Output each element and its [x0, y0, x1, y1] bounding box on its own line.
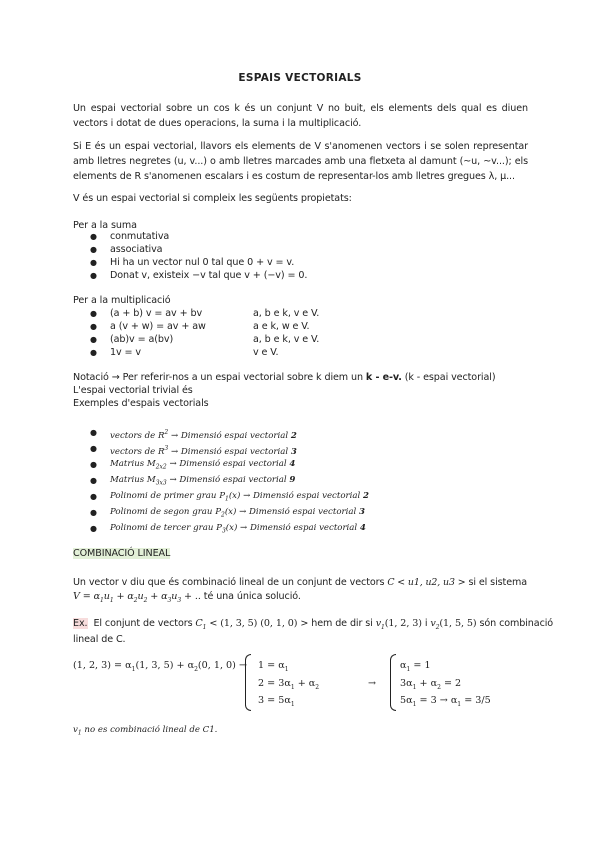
sys-right-end: = 3/5 [464, 695, 491, 706]
comb-text-3: té una única solució. [203, 591, 301, 602]
sys-right-row: $3\alpha_1 + \alpha_2 = 2$ [400, 678, 462, 691]
example-dimension-value: 3 [358, 507, 365, 517]
sys-left-row: $3 = 5\alpha_1$ [258, 695, 295, 708]
bullet-icon: ● [90, 309, 97, 318]
bullet-icon: ● [90, 476, 97, 485]
example-label: Ex. [73, 618, 88, 629]
mult-rule: a (v + w) = av + aw [110, 321, 206, 332]
example-label: Polinomi de primer grau P [110, 491, 225, 501]
intro-paragraph: Un espai vectorial sobre un cos k és un conjunt V no buit, els elements dels qual es diuen vectors i dotat de dues operacions, la suma i la multiplicació. [73, 103, 528, 129]
mult-cond: a, b e k, v e V. [253, 334, 320, 345]
example-dimension: → Dimensió espai vectorial [166, 459, 290, 469]
notation-text: Notació → Per referir-nos a un espai vectorial sobre k diem un [73, 372, 363, 383]
example-text-3: són combinació [479, 618, 554, 629]
example-dimension: → Dimensió espai vectorial [168, 430, 291, 441]
sys-right-text: α [400, 660, 407, 671]
mult-rule: (ab)v = a(bv) [110, 334, 174, 345]
v2-symbol: $v_2$ [430, 618, 440, 631]
example-label: Polinomi de segon grau P [110, 507, 221, 517]
example-dimension-value: 2 [290, 430, 297, 441]
bullet-icon: ● [90, 524, 97, 533]
notation-bold: k - e-v. [365, 372, 402, 383]
example-sub: 3 [221, 527, 226, 535]
eq-lhs: (1, 2, 3) = α [73, 660, 132, 671]
sys-left-text: 3 = 5α [258, 695, 291, 706]
trivial-line: L'espai vectorial trivial és [73, 385, 193, 396]
list-item: Donat v, existeix −v tal que v + (−v) = 0. [110, 270, 308, 281]
comb-text: Un vector v diu que és combinació lineal de un conjunt de vectors [73, 577, 385, 588]
example-label: Matrius M [110, 475, 156, 485]
example-dimension: → Dimensió espai vectorial [166, 475, 290, 485]
bullet-icon: ● [90, 428, 97, 437]
bullet-icon: ● [90, 460, 97, 469]
example-label: vectors de R [110, 446, 165, 457]
example-dimension: → Dimensió espai vectorial [240, 491, 363, 501]
example-label: vectors de R [110, 430, 165, 441]
sys-right-tail: = 1 [413, 660, 431, 671]
vectors-paragraph: Si E és un espai vectorial, llavors els elements de V s'anomenen vectors i se solen representar amb lletres negretes (u, v...) o amb lletres marcades amb una fletxeta al damunt (~u, ~v...); els elements de R s'anomenen escalars i es costum de representar-los amb lletres gregues λ, μ... [73, 141, 528, 182]
arrow-icon: → [238, 660, 248, 671]
sys-right-end: = 2 [443, 678, 462, 689]
comb-line-2 [73, 589, 301, 608]
example-dimension: → Dimensió espai vectorial [168, 446, 291, 457]
comb-text-2: si el sistema [468, 577, 528, 588]
bullet-icon: ● [90, 245, 97, 254]
example-sup: 2 [164, 429, 169, 436]
list-item: associativa [110, 244, 163, 255]
example-sub: 3x3 [155, 479, 167, 487]
properties-intro: V és un espai vectorial si compleix les següents propietats: [73, 193, 352, 204]
example-sub: 2x2 [155, 463, 167, 471]
example-line-2: lineal de C. [73, 634, 126, 645]
example-sup: 3 [164, 445, 169, 452]
example-set: < (1, 3, 5) (0, 1, 0) > [209, 618, 309, 629]
example-set-symbol: $C_1$ [195, 618, 207, 631]
example-line-1 [73, 616, 553, 635]
mult-rule: (a + b) v = av + bv [110, 308, 203, 319]
example-label: Polinomi de tercer grau P [110, 523, 222, 533]
arrow-icon: → [368, 678, 377, 689]
sys-right-row: $\alpha_1 = 1$ [400, 660, 431, 673]
bullet-icon: ● [90, 335, 97, 344]
bullet-icon: ● [90, 348, 97, 357]
bullet-icon: ● [90, 508, 97, 517]
example-dimension-value: 4 [289, 459, 296, 469]
examples-heading: Exemples d'espais vectorials [73, 398, 209, 409]
comb-equation: $V = \alpha_1u_1 + \alpha_2u_2 + \alpha_3u_3$ + .. [73, 591, 201, 604]
sys-left-row: $2 = 3\alpha_1 + \alpha_2$ [258, 678, 320, 691]
combinacio-lineal-heading: COMBINACIÓ LINEAL [73, 548, 171, 559]
eq-rhs-b: (0, 1, 0) [197, 660, 236, 671]
example-dimension-value: 9 [289, 475, 296, 485]
example-label: Matrius M [110, 459, 156, 469]
sys-left-row: $1 = \alpha_1$ [258, 660, 289, 673]
v2-value: (1, 5, 5) [439, 618, 477, 629]
bullet-icon: ● [90, 444, 97, 453]
system-equation: (1, 2, $3) = \alpha_1(1$, 3, $5) + \alpha_2(0$, 1, 0) → [73, 660, 248, 673]
eq-rhs-a: (1, 3, 5) + α [135, 660, 195, 671]
list-item: Hi ha un vector nul 0 tal que 0 + v = v. [110, 257, 295, 268]
comb-set: C < u1, u2, u3 > [387, 577, 466, 588]
v1-value: (1, 2, 3) [384, 618, 422, 629]
example-item [110, 521, 366, 539]
conclusion: $v_1$ no es combinació lineal de C1. [73, 725, 218, 737]
sys-right-tail: + α [419, 678, 438, 689]
bullet-icon: ● [90, 492, 97, 501]
example-dimension-value: 2 [362, 491, 369, 501]
mult-cond: v e V. [253, 347, 279, 358]
example-text-2: hem de dir si [311, 618, 373, 629]
bullet-icon: ● [90, 232, 97, 241]
example-dimension-value: 3 [290, 446, 297, 457]
notation-suffix: (k - espai vectorial) [404, 372, 496, 383]
sum-heading: Per a la suma [73, 220, 137, 231]
sys-left-text: 1 = α [258, 660, 285, 671]
bullet-icon: ● [90, 258, 97, 267]
left-brace [245, 654, 251, 711]
sys-right-text: 5α [400, 695, 413, 706]
v1-symbol: $v_1$ [375, 618, 385, 631]
mult-rule: 1v = v [110, 347, 141, 358]
example-dimension: → Dimensió espai vectorial [237, 523, 360, 533]
example-sub: 2 [220, 511, 225, 519]
section-heading [73, 546, 170, 561]
example-mid: (x) [225, 523, 238, 533]
example-mid: (x) [224, 507, 237, 517]
bullet-icon: ● [90, 322, 97, 331]
mult-cond: a, b e k, v e V. [253, 308, 320, 319]
mult-cond: a e k, w e V. [253, 321, 310, 332]
sys-left-text: 2 = 3α [258, 678, 291, 689]
conjunction: i [424, 618, 428, 629]
example-dimension: → Dimensió espai vectorial [236, 507, 359, 517]
example-text: El conjunt de vectors [93, 618, 193, 629]
list-item: conmutativa [110, 231, 170, 242]
example-sub: 1 [224, 495, 229, 503]
conclusion-text: no es combinació lineal de C1. [84, 725, 218, 735]
right-brace [390, 654, 396, 711]
example-mid: (x) [228, 491, 241, 501]
sys-right-text: 3α [400, 678, 413, 689]
mult-heading: Per a la multiplicació [73, 295, 171, 306]
example-dimension-value: 4 [359, 523, 366, 533]
page-title: ESPAIS VECTORIALS [238, 72, 362, 84]
comb-line-1 [73, 575, 527, 590]
sys-right-row: $5\alpha_1 = 3 \to \alpha_1 = 3/5$ [400, 695, 491, 708]
bullet-icon: ● [90, 271, 97, 280]
sys-right-tail: = 3 → α [419, 695, 458, 706]
